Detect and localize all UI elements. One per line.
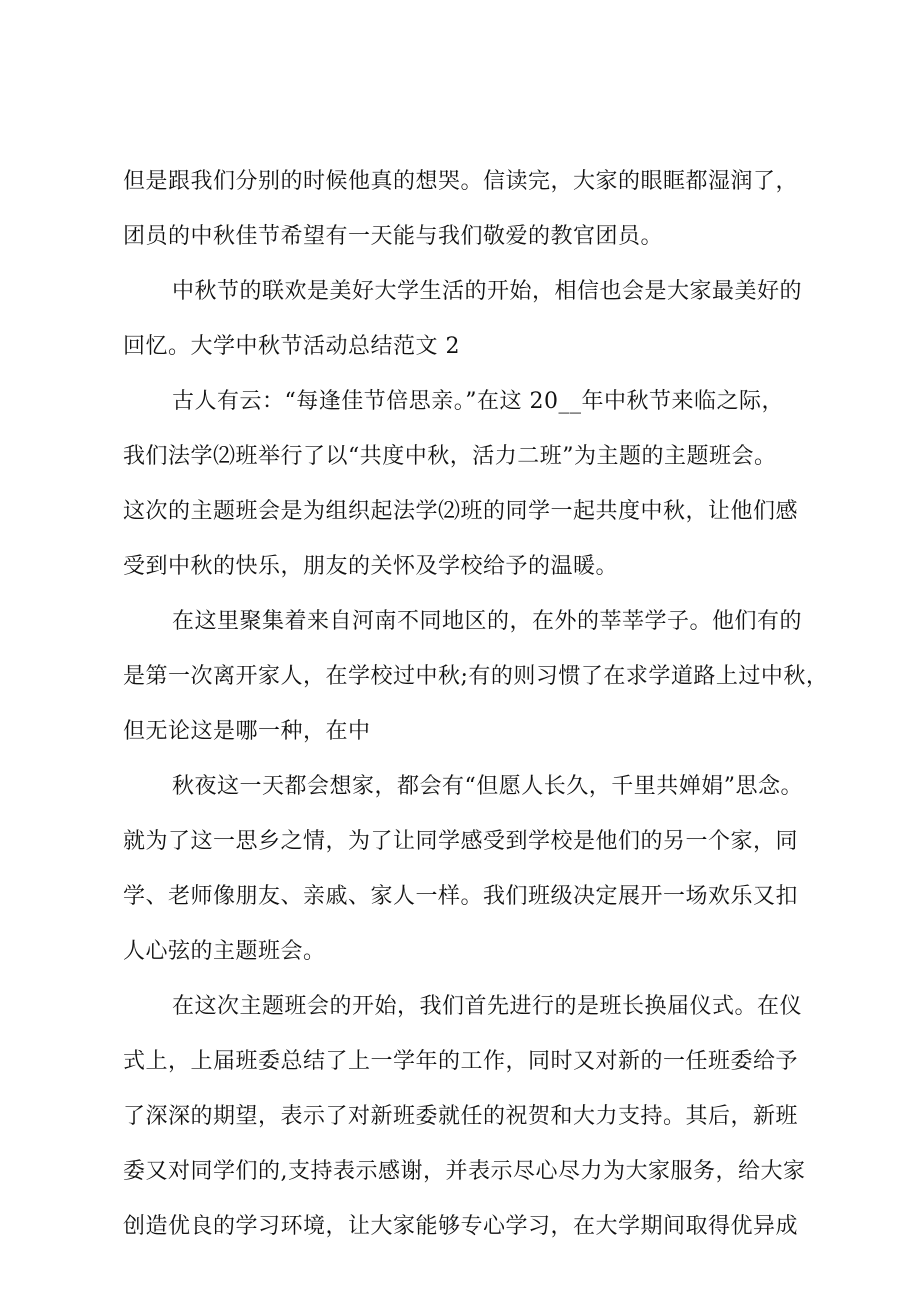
text-line-13: 就为了这一思乡之情，为了让同学感受到学校是他们的另一个家，同 <box>123 829 799 854</box>
text-line-6: 我们法学⑵班举行了以“共度中秋，活力二班”为主题的主题班会。 <box>123 444 777 469</box>
text-line-10: 是第一次离开家人，在学校过中秋;有的则习惯了在求学道路上过中秋， <box>123 664 829 689</box>
text-line-9: 在这里聚集着来自河南不同地区的，在外的莘莘学子。他们有的 <box>172 609 803 634</box>
text-line-12: 秋夜这一天都会想家，都会有“但愿人长久，千里共婵娟”思念。 <box>172 774 803 799</box>
text-line-19: 委又对同学们的,支持表示感谢，并表示尽心尽力为大家服务，给大家 <box>123 1159 806 1184</box>
text-line-15: 人心弦的主题班会。 <box>123 939 326 964</box>
text-line-11: 但无论这是哪一种，在中 <box>123 719 371 744</box>
text-line-4: 回忆。大学中秋节活动总结范文 2 <box>123 334 460 359</box>
text-line-17: 式上，上届班委总结了上一学年的工作，同时又对新的一任班委给予 <box>123 1049 799 1074</box>
text-line-5: 古人有云：“每逢佳节倍思亲。”在这 20__年中秋节来临之际， <box>172 389 784 414</box>
text-line-7: 这次的主题班会是为组织起法学⑵班的同学一起共度中秋，让他们感 <box>123 499 799 524</box>
text-line-8: 受到中秋的快乐，朋友的关怀及学校给予的温暖。 <box>123 554 619 579</box>
text-line-18: 了深深的期望，表示了对新班委就任的祝贺和大力支持。其后，新班 <box>123 1104 799 1129</box>
text-line-20: 创造优良的学习环境，让大家能够专心学习，在大学期间取得优异成 <box>123 1214 799 1239</box>
text-line-1: 但是跟我们分别的时候他真的想哭。信读完，大家的眼眶都湿润了， <box>123 169 799 194</box>
text-line-16: 在这次主题班会的开始，我们首先进行的是班长换届仪式。在仪 <box>172 994 803 1019</box>
text-line-14: 学、老师像朋友、亲戚、家人一样。我们班级决定展开一场欢乐又扣 <box>123 884 799 909</box>
text-line-2: 团员的中秋佳节希望有一天能与我们敬爱的教官团员。 <box>123 224 664 249</box>
text-line-3: 中秋节的联欢是美好大学生活的开始，相信也会是大家最美好的 <box>172 279 803 304</box>
